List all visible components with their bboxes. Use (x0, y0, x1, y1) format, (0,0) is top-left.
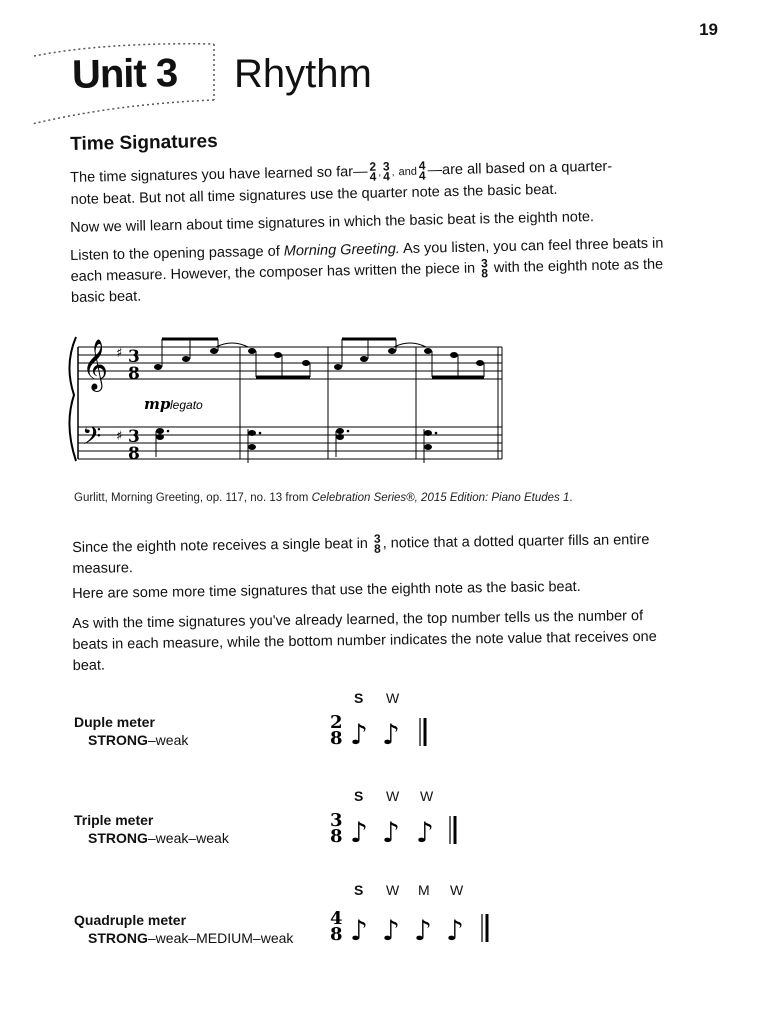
treble-clef-icon: 𝄞 (82, 339, 109, 390)
key-signature-sharp: ♯ (116, 429, 123, 444)
eighth-note-icon: ♪ (446, 914, 464, 947)
key-signature-sharp: ♯ (116, 346, 123, 361)
time-signature: 2 4 (369, 159, 377, 184)
svg-text:8: 8 (128, 364, 140, 384)
time-signature: 3 8 (480, 256, 489, 281)
intro-text: —are all based on a quarter- (427, 158, 613, 179)
svg-text:8: 8 (330, 728, 343, 749)
meter-pattern: STRONG–weak (88, 732, 189, 748)
bass-clef-icon: 𝄢 (82, 422, 102, 457)
svg-text:8: 8 (330, 924, 343, 945)
meter-row-triple: Triple meter STRONG–weak–weak S W W 3 8 ♪ ♪ ♪ (74, 788, 734, 868)
body-paragraph-1: Since the eighth note receives a single beat in 3 8 , notice that a dotted quarter fills an entire measure. (72, 531, 650, 577)
page-number: 19 (699, 20, 718, 39)
unit-title: Rhythm (234, 52, 372, 96)
unit-label: Unit 3 (71, 51, 178, 97)
intro-paragraph-1: The time signatures you have learned so far— 2 4 , 3 4 , and 4 4 —are all based on a quarter- note beat. But not all time signatures use the quarter note as the basic beat. (70, 158, 613, 208)
score-time-signature (128, 347, 140, 464)
music-score-excerpt (66, 325, 512, 471)
dynamic-marking: mp (144, 395, 171, 413)
rhythm-notation (330, 708, 450, 752)
svg-text:2: 2 (330, 712, 343, 733)
svg-text:3: 3 (128, 347, 140, 367)
time-signature: 3 4 (382, 159, 390, 184)
meter-pattern: STRONG–weak–weak (88, 830, 229, 846)
body-paragraph-2: Here are some more time signatures that use the eighth note as the basic beat. (72, 578, 581, 602)
meter-pattern: STRONG–weak–MEDIUM–weak (88, 930, 294, 946)
eighth-note-icon: ♪ (350, 718, 368, 751)
treble-staff (78, 347, 502, 379)
piece-title: Morning Greeting. (283, 241, 401, 260)
intro-paragraph-2: Now we will learn about time signatures in which the basic beat is the eighth note. (70, 209, 595, 236)
eighth-note-icon: ♪ (414, 914, 432, 947)
intro-text: The time signatures you have learned so far— (70, 163, 368, 186)
time-signature: 3 8 (373, 531, 381, 556)
eighth-note-icon: ♪ (382, 718, 400, 751)
svg-text:8: 8 (330, 826, 343, 847)
expression-marking: legato (170, 398, 203, 412)
meter-name: Duple meter (74, 714, 155, 730)
eighth-note-icon: ♪ (416, 816, 434, 849)
meter-name: Triple meter (74, 812, 154, 828)
series-title: Celebration Series®, 2015 Edition: Piano Etudes 1 (311, 492, 570, 504)
rhythm-notation (330, 806, 480, 850)
barlines (240, 347, 502, 459)
eighth-note-icon: ♪ (350, 816, 368, 849)
body-paragraph-3: As with the time signatures you've already learned, the top number tells us the number of beats in each measure, while the bottom number indicates the note value that receives one beat. (72, 608, 657, 674)
eighth-note-icon: ♪ (350, 914, 368, 947)
intro-paragraph-3: Listen to the opening passage of Morning Greeting. As you listen, you can feel three beats in each measure. However, the composer has written the piece in 3 8 with the eighth note as the basic beat. (70, 235, 664, 306)
eighth-note-icon: ♪ (382, 816, 400, 849)
bass-chords (156, 428, 437, 463)
meter-row-quadruple: Quadruple meter STRONG–weak–MEDIUM–weak S W M W 4 8 ♪ ♪ ♪ ♪ (74, 882, 734, 962)
svg-text:3: 3 (330, 810, 343, 831)
svg-text:3: 3 (128, 427, 140, 447)
svg-text:4: 4 (330, 908, 343, 929)
eighth-note-icon: ♪ (382, 914, 400, 947)
score-credit: Gurlitt, Morning Greeting, op. 117, no. 13 from Celebration Series®, 2015 Edition: Piano Etudes 1. (74, 492, 573, 504)
svg-text:8: 8 (128, 444, 140, 464)
bass-staff (78, 427, 502, 459)
intro-text: note beat. But not all time signatures use the quarter note as the basic beat. (70, 181, 558, 208)
time-signature: 4 4 (418, 158, 426, 183)
and-text: and (398, 165, 418, 179)
meter-name: Quadruple meter (74, 912, 187, 928)
rhythm-notation (330, 904, 510, 948)
section-heading: Time Signatures (70, 130, 218, 155)
meter-row-duple: Duple meter STRONG–weak S W 2 8 ♪ ♪ (74, 690, 734, 770)
grand-staff-brace (69, 337, 76, 461)
